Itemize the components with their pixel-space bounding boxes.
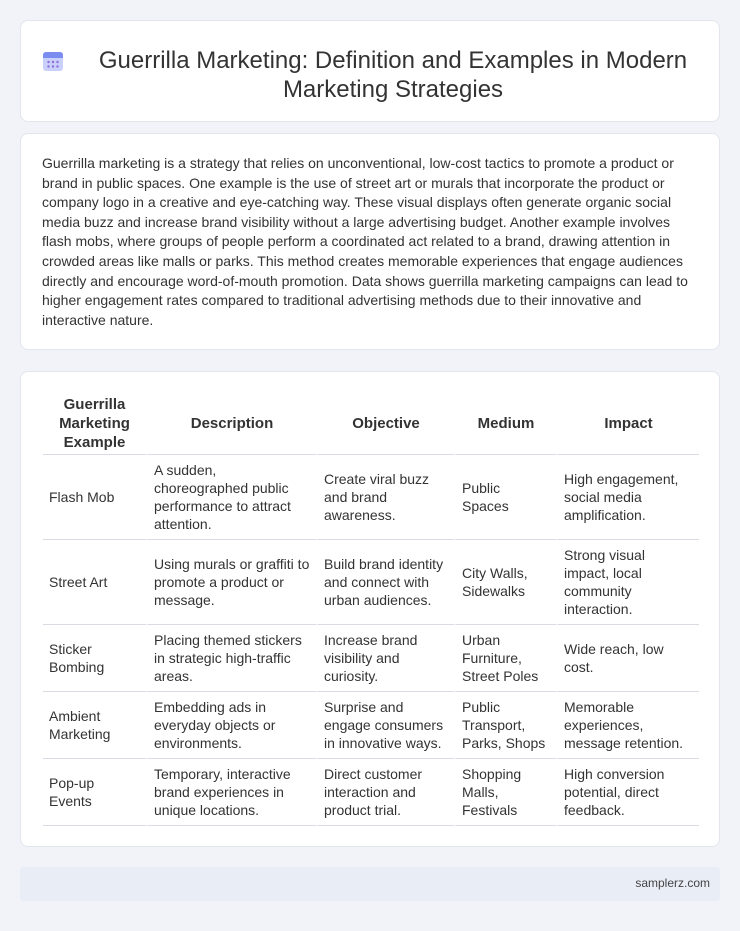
table-row [43, 759, 699, 826]
header-objective: Objective [316, 393, 454, 455]
cell-impact: High engagement, social media amplification. [556, 455, 699, 540]
cell-medium: Public Transport, Parks, Shops [454, 692, 556, 759]
header-description: Description [146, 393, 316, 455]
calendar-icon [41, 49, 65, 73]
cell-example: Pop-up Events [43, 759, 146, 826]
table-row [43, 540, 699, 625]
table-header-row [43, 393, 699, 455]
table-row [43, 692, 699, 759]
intro-paragraph: Guerrilla marketing is a strategy that relies on unconventional, low-cost tactics to promote a product or brand in public spaces. One example is the use of street art or murals that incorporate the product or company logo in a creative and eye-catching way. These visual displays often generate organic social media buzz and increase brand visibility without a large advertising budget. Another example involves flash mobs, where groups of people perform a coordinated act related to a brand, drawing attention in crowded areas like malls or parks. This method creates memorable experiences that engage audiences directly and encourage word-of-mouth promotion. Data shows guerrilla marketing campaigns can lead to higher engagement rates compared to traditional advertising methods due to their innovative and interactive nature. [42, 155, 688, 328]
title-card [20, 20, 720, 122]
header-impact: Impact [556, 393, 699, 455]
cell-description: Temporary, interactive brand experiences in unique locations. [146, 759, 316, 826]
cell-objective: Create viral buzz and brand awareness. [316, 455, 454, 540]
header-medium: Medium [454, 393, 556, 455]
cell-objective: Increase brand visibility and curiosity. [316, 625, 454, 692]
footer [20, 867, 720, 901]
table-card [20, 371, 720, 847]
cell-description: Embedding ads in everyday objects or environments. [146, 692, 316, 759]
intro-card [20, 133, 720, 350]
cell-example: Flash Mob [43, 455, 146, 540]
cell-medium: Shopping Malls, Festivals [454, 759, 556, 826]
footer-source-link[interactable]: samplerz.com [635, 876, 710, 890]
cell-description: A sudden, choreographed public performance to attract attention. [146, 455, 316, 540]
cell-description: Using murals or graffiti to promote a product or message. [146, 540, 316, 625]
cell-example: Ambient Marketing [43, 692, 146, 759]
table-row [43, 455, 699, 540]
cell-medium: City Walls, Sidewalks [454, 540, 556, 625]
cell-impact: Memorable experiences, message retention. [556, 692, 699, 759]
cell-impact: Wide reach, low cost. [556, 625, 699, 692]
cell-description: Placing themed stickers in strategic high-traffic areas. [146, 625, 316, 692]
page-title: Guerrilla Marketing: Definition and Examples in Modern Marketing Strategies [98, 47, 688, 103]
examples-table [43, 393, 699, 826]
cell-objective: Direct customer interaction and product trial. [316, 759, 454, 826]
cell-objective: Surprise and engage consumers in innovative ways. [316, 692, 454, 759]
cell-medium: Urban Furniture, Street Poles [454, 625, 556, 692]
title-wrap [21, 21, 719, 104]
cell-impact: Strong visual impact, local community interaction. [556, 540, 699, 625]
cell-impact: High conversion potential, direct feedback. [556, 759, 699, 826]
cell-example: Sticker Bombing [43, 625, 146, 692]
header-example: Guerrilla Marketing Example [43, 393, 146, 455]
table-row [43, 625, 699, 692]
cell-medium: Public Spaces [454, 455, 556, 540]
cell-example: Street Art [43, 540, 146, 625]
cell-objective: Build brand identity and connect with urban audiences. [316, 540, 454, 625]
